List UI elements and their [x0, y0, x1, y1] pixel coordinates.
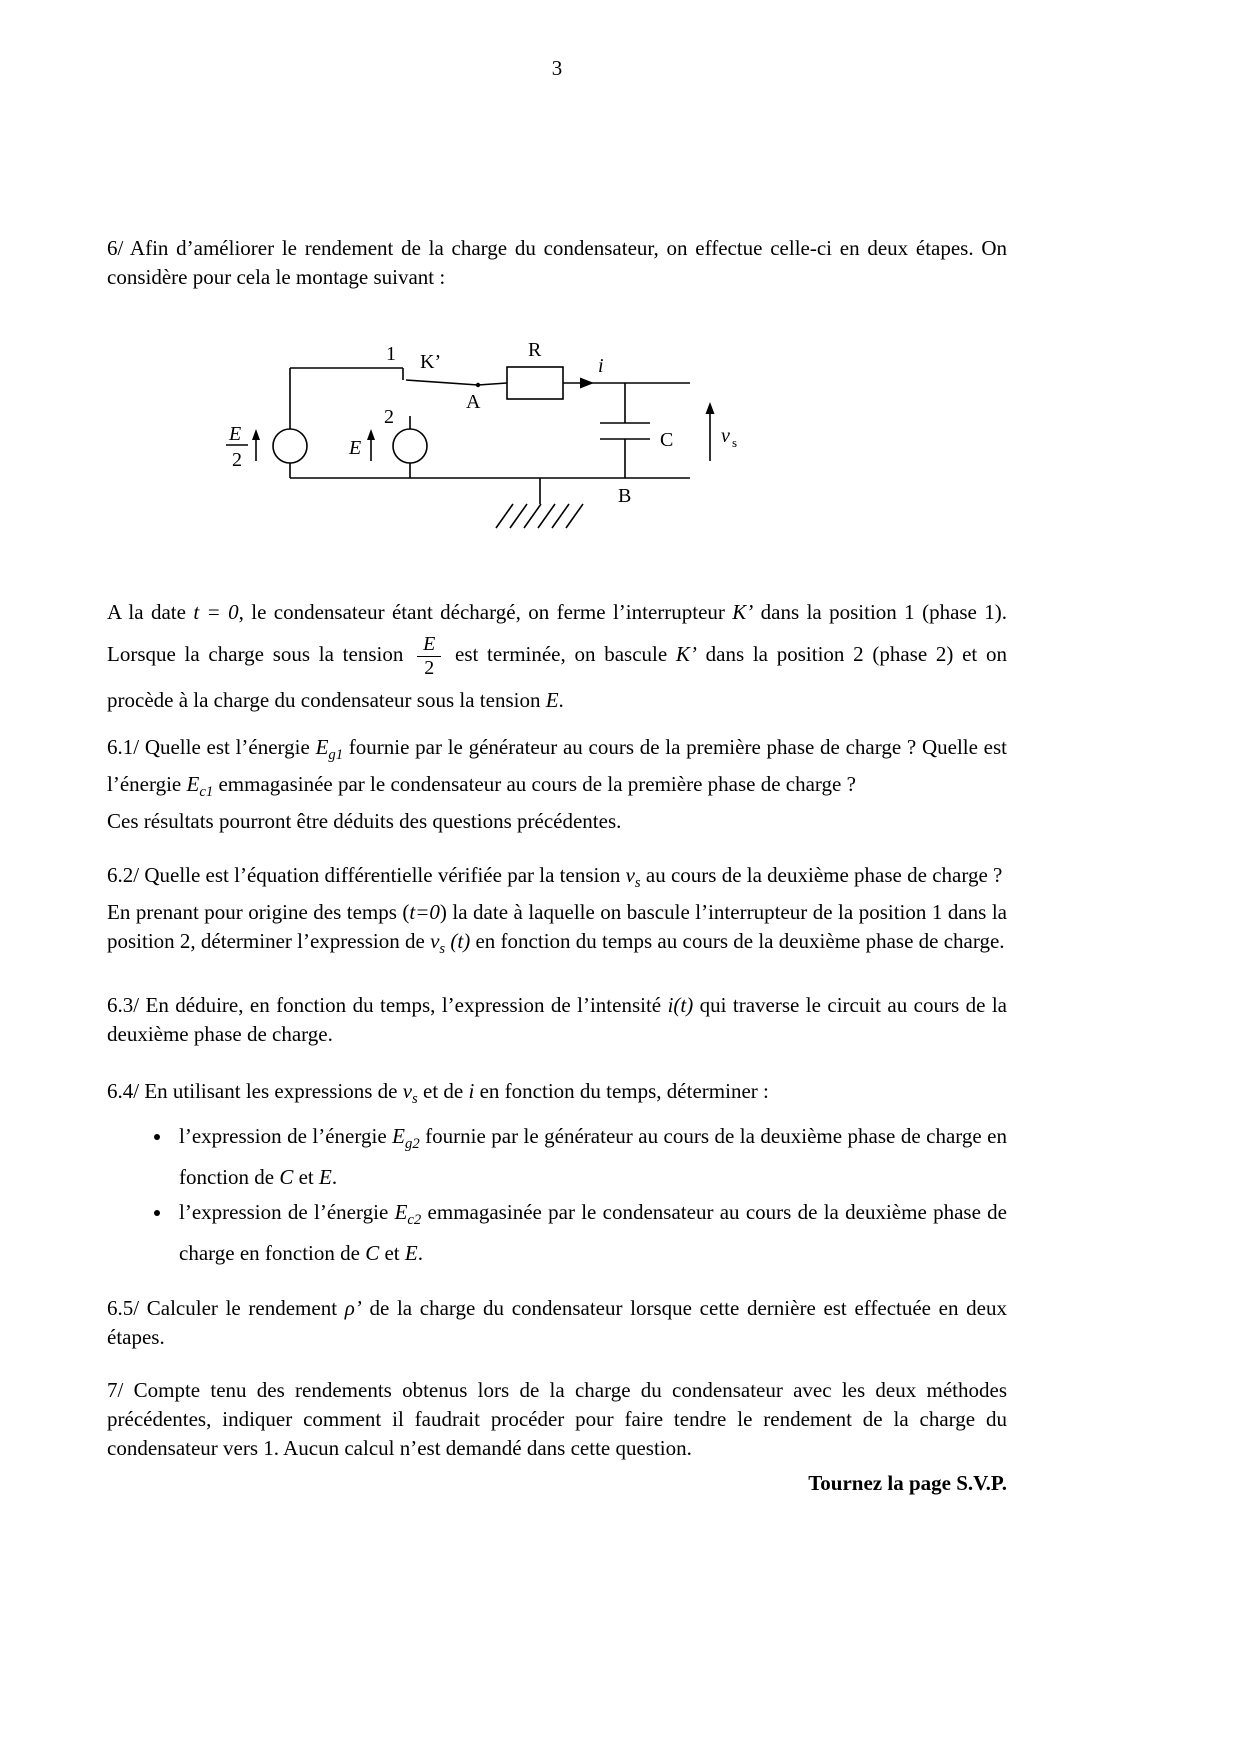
question-6-4 [107, 1077, 1007, 1270]
vs-arrowhead [706, 402, 715, 414]
label-capacitor-c: C [660, 429, 674, 451]
label-e-half-num: E [229, 423, 242, 445]
label-vs-s: s [732, 435, 738, 450]
question-6-2-text: 6.2/ Quelle est l’équation différentielle vérifiée par la tension $v_s$ au cours de la deuxième phase de charge ? [107, 862, 1003, 891]
question-6-1 [107, 733, 1007, 836]
switch-pivot-dot [476, 383, 480, 387]
e-half-arrowhead [252, 429, 260, 440]
page-number: 3 [551, 56, 563, 80]
label-resistor-r: R [528, 339, 542, 361]
question-6-intro: 6/ Afin d’améliorer le rendement de la charge du condensateur, on effectue celle-ci en deux étapes. On considère pour cela le montage suivant : [107, 236, 1007, 289]
current-arrowhead [580, 378, 594, 389]
list-item: • l’expression de l’énergie $E_{c2}$ emmagasinée par le condensateur au cours de la deuxième phase de charge en fonction de C et E. [173, 1196, 1007, 1270]
wire-top-left [290, 368, 403, 380]
source-e-half-circle [273, 429, 307, 463]
list-item: • l’expression de l’énergie $E_{g2}$ fournie par le générateur au cours de la deuxième phase de charge en fonction de C et E. [173, 1120, 1007, 1194]
source-e-circle [393, 429, 427, 463]
e-arrowhead [367, 429, 375, 440]
label-source-e: E [349, 437, 362, 459]
label-node-a: A [466, 391, 481, 413]
question-6-2-followup: En prenant pour origine des temps (t=0) la date à laquelle on bascule l’interrupteur de la position 1 dans la position 2, déterminer l’expression de $v_s$ (t) en fonction du temps au cours de la deuxième phase de charge. [107, 899, 1008, 957]
label-position-1: 1 [386, 343, 396, 365]
label-current-i: i [598, 355, 604, 377]
question-6-5: 6.5/ Calculer le rendement ρ’ de la charge du condensateur lorsque cette dernière est effectuée en deux étapes. [107, 1295, 1007, 1349]
turn-page-notice: Tournez la page S.V.P. [808, 1470, 1007, 1495]
resistor-body [507, 367, 563, 399]
label-position-2: 2 [384, 406, 394, 428]
label-vs-v: v [721, 425, 730, 447]
circuit-diagram [220, 328, 780, 548]
label-node-b: B [618, 485, 632, 507]
question-6-4-list [107, 1120, 1007, 1270]
question-6-3: 6.3/ En déduire, en fonction du temps, l’expression de l’intensité i(t) qui traverse le circuit au cours de la deuxième phase de charge. [107, 993, 1007, 1047]
ground-symbol [496, 478, 583, 528]
question-6-2 [107, 861, 1007, 964]
question-6-1-note: Ces résultats pourront être déduits des questions précédentes. [107, 808, 622, 833]
question-6-4-intro: 6.4/ En utilisant les expressions de $v_s$ et de i en fonction du temps, déterminer : [107, 1079, 769, 1108]
switch-arm [406, 380, 478, 385]
setup-paragraph: A la date t = 0, le condensateur étant déchargé, on ferme l’interrupteur K’ dans la position 1 (phase 1). Lorsque la charge sous la tension $\frac{E}{2}$ est terminée, on bascule K’ dans la position 2 (phase 2) et on procède à la charge du condensateur sous la tension E. [107, 600, 1008, 713]
question-6-1-text: 6.1/ Quelle est l’énergie $E_{g1}$ fournie par le générateur au cours de la première phase de charge ? Quelle est l’énergie $E_{c1}$ emmagasinée par le condensateur au cours de la première phase de charge ? [107, 735, 1007, 800]
label-switch-k: K’ [420, 351, 442, 373]
capacitor-symbol [600, 383, 650, 478]
question-7: 7/ Compte tenu des rendements obtenus lors de la charge du condensateur avec les deux méthodes précédentes, indiquer comment il faudrait procéder pour faire tendre le rendement de la charge du condensateur vers 1. Aucun calcul n’est demandé dans cette question. [107, 1377, 1007, 1460]
label-e-half-den: 2 [232, 449, 242, 471]
